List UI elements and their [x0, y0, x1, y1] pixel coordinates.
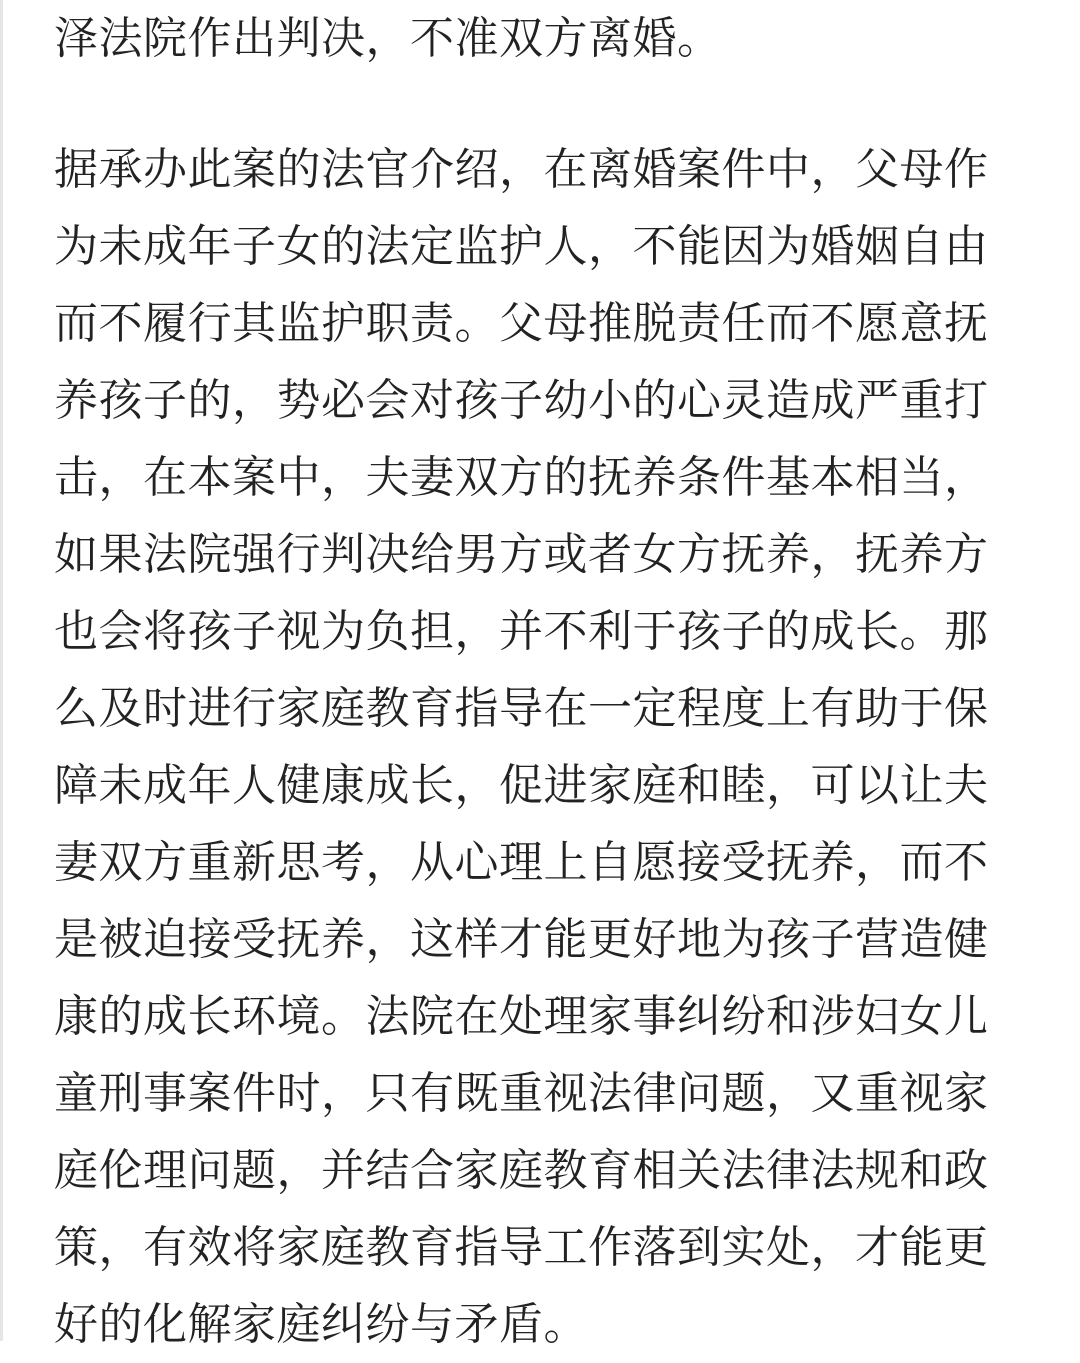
text-line: 策，有效将家庭教育指导工作落到实处，才能更 — [54, 1222, 989, 1273]
text-line: 泽法院作出判决，不准双方离婚。 — [54, 13, 722, 64]
text-line: 击，在本案中，夫妻双方的抚养条件基本相当， — [54, 452, 989, 503]
page-left-border — [0, 0, 3, 1341]
paragraph-1 — [54, 0, 1034, 77]
text-line: 康的成长环境。法院在处理家事纠纷和涉妇女儿 — [54, 991, 989, 1042]
article-body — [54, 0, 1034, 1363]
text-line: 庭伦理问题，并结合家庭教育相关法律法规和政 — [54, 1145, 989, 1196]
text-line: 如果法院强行判决给男方或者女方抚养，抚养方 — [54, 529, 989, 580]
text-line: 障未成年人健康成长，促进家庭和睦，可以让夫 — [54, 760, 989, 811]
text-line: 童刑事案件时，只有既重视法律问题，又重视家 — [54, 1068, 989, 1119]
text-line: 么及时进行家庭教育指导在一定程度上有助于保 — [54, 683, 989, 734]
paragraph-2 — [54, 131, 1034, 1363]
text-line: 好的化解家庭纠纷与矛盾。 — [54, 1299, 588, 1350]
text-line: 而不履行其监护职责。父母推脱责任而不愿意抚 — [54, 298, 989, 349]
text-line: 养孩子的，势必会对孩子幼小的心灵造成严重打 — [54, 375, 989, 426]
text-line: 妻双方重新思考，从心理上自愿接受抚养，而不 — [54, 837, 989, 888]
text-line: 也会将孩子视为负担，并不利于孩子的成长。那 — [54, 606, 989, 657]
text-line: 是被迫接受抚养，这样才能更好地为孩子营造健 — [54, 914, 989, 965]
text-line: 为未成年子女的法定监护人，不能因为婚姻自由 — [54, 221, 989, 272]
paragraph-spacer — [54, 77, 1034, 131]
text-line: 据承办此案的法官介绍，在离婚案件中，父母作 — [54, 144, 989, 195]
